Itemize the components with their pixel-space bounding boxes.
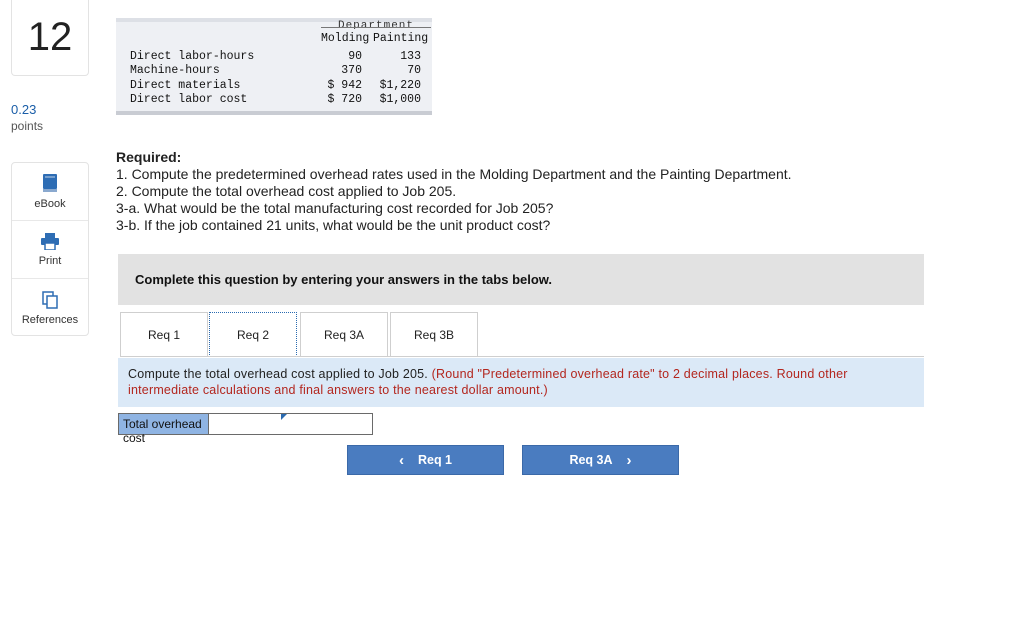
tab-req-3b[interactable]: Req 3B (390, 312, 478, 357)
chevron-left-icon: ‹ (398, 451, 404, 469)
row-label: Direct labor cost (130, 92, 248, 106)
row-label: Direct labor-hours (130, 50, 255, 63)
row-label: Direct materials (130, 78, 241, 92)
table-body (116, 50, 432, 111)
answer-row (118, 413, 373, 445)
painting-value: $1,000 (379, 92, 421, 106)
references-button[interactable] (12, 279, 88, 337)
instruction-main: Compute the total overhead cost applied to Job 205. (128, 367, 428, 381)
table-row (116, 93, 432, 107)
molding-value: $ 720 (327, 92, 362, 106)
tabs-divider (120, 356, 924, 357)
prev-req-1-button[interactable] (347, 445, 504, 475)
ebook-button[interactable] (12, 163, 88, 221)
required-item: 3-a. What would be the total manufacturing cost recorded for Job 205? (116, 200, 554, 216)
instructions-banner: Complete this question by entering your answers in the tabs below. (118, 254, 924, 305)
print-label: Print (38, 254, 62, 267)
points-value: 0.23 (11, 102, 37, 117)
painting-value: 70 (407, 64, 421, 78)
department-header: Department (337, 20, 414, 29)
molding-value: $ 942 (327, 78, 362, 92)
table-row (116, 50, 432, 64)
column-header-painting: Painting (373, 32, 429, 45)
tab-req-3a[interactable]: Req 3A (300, 312, 388, 357)
table-header (116, 22, 432, 50)
references-label: References (21, 313, 79, 326)
ebook-icon (42, 174, 58, 193)
column-header-molding: Molding (321, 32, 370, 45)
question-number: 12 (11, 0, 89, 76)
total-overhead-input[interactable] (208, 414, 372, 434)
required-item: 1. Compute the predetermined overhead rates used in the Molding Department and the Painting Department. (116, 166, 792, 182)
table-bottom-rule (116, 111, 432, 115)
molding-value: 370 (341, 64, 362, 78)
tab-instruction (118, 358, 924, 407)
painting-value: 133 (400, 50, 421, 63)
print-button[interactable] (12, 221, 88, 279)
painting-value: $1,220 (379, 78, 421, 92)
ebook-label: eBook (34, 197, 66, 210)
input-flag-icon (281, 414, 287, 420)
required-item: 2. Compute the total overhead cost applied to Job 205. (116, 183, 457, 199)
cost-data-table (116, 18, 432, 115)
references-icon (42, 291, 58, 309)
prev-button-label: Req 1 (417, 453, 453, 467)
total-overhead-label: Total overhead cost (119, 414, 208, 434)
required-item: 3-b. If the job contained 21 units, what would be the unit product cost? (116, 217, 551, 233)
next-button-label: Req 3A (569, 453, 613, 467)
table-row (116, 79, 432, 93)
required-title: Required: (116, 149, 182, 165)
molding-value: 90 (348, 50, 362, 63)
tab-req-1[interactable]: Req 1 (120, 312, 208, 357)
department-rule (321, 27, 431, 28)
print-icon (41, 233, 59, 250)
rounding-note: (Round "Predetermined overhead rate" to 2 decimal places. Round other intermediate calculations and final answers to the nearest dollar amount.) (128, 367, 848, 397)
required-section (116, 149, 792, 234)
row-label: Machine-hours (130, 64, 220, 78)
tools-panel (11, 162, 89, 336)
table-row (116, 64, 432, 78)
chevron-right-icon: › (626, 451, 632, 469)
tab-req-2[interactable]: Req 2 (209, 312, 297, 357)
points-label: points (11, 119, 44, 133)
next-req-3a-button[interactable] (522, 445, 679, 475)
